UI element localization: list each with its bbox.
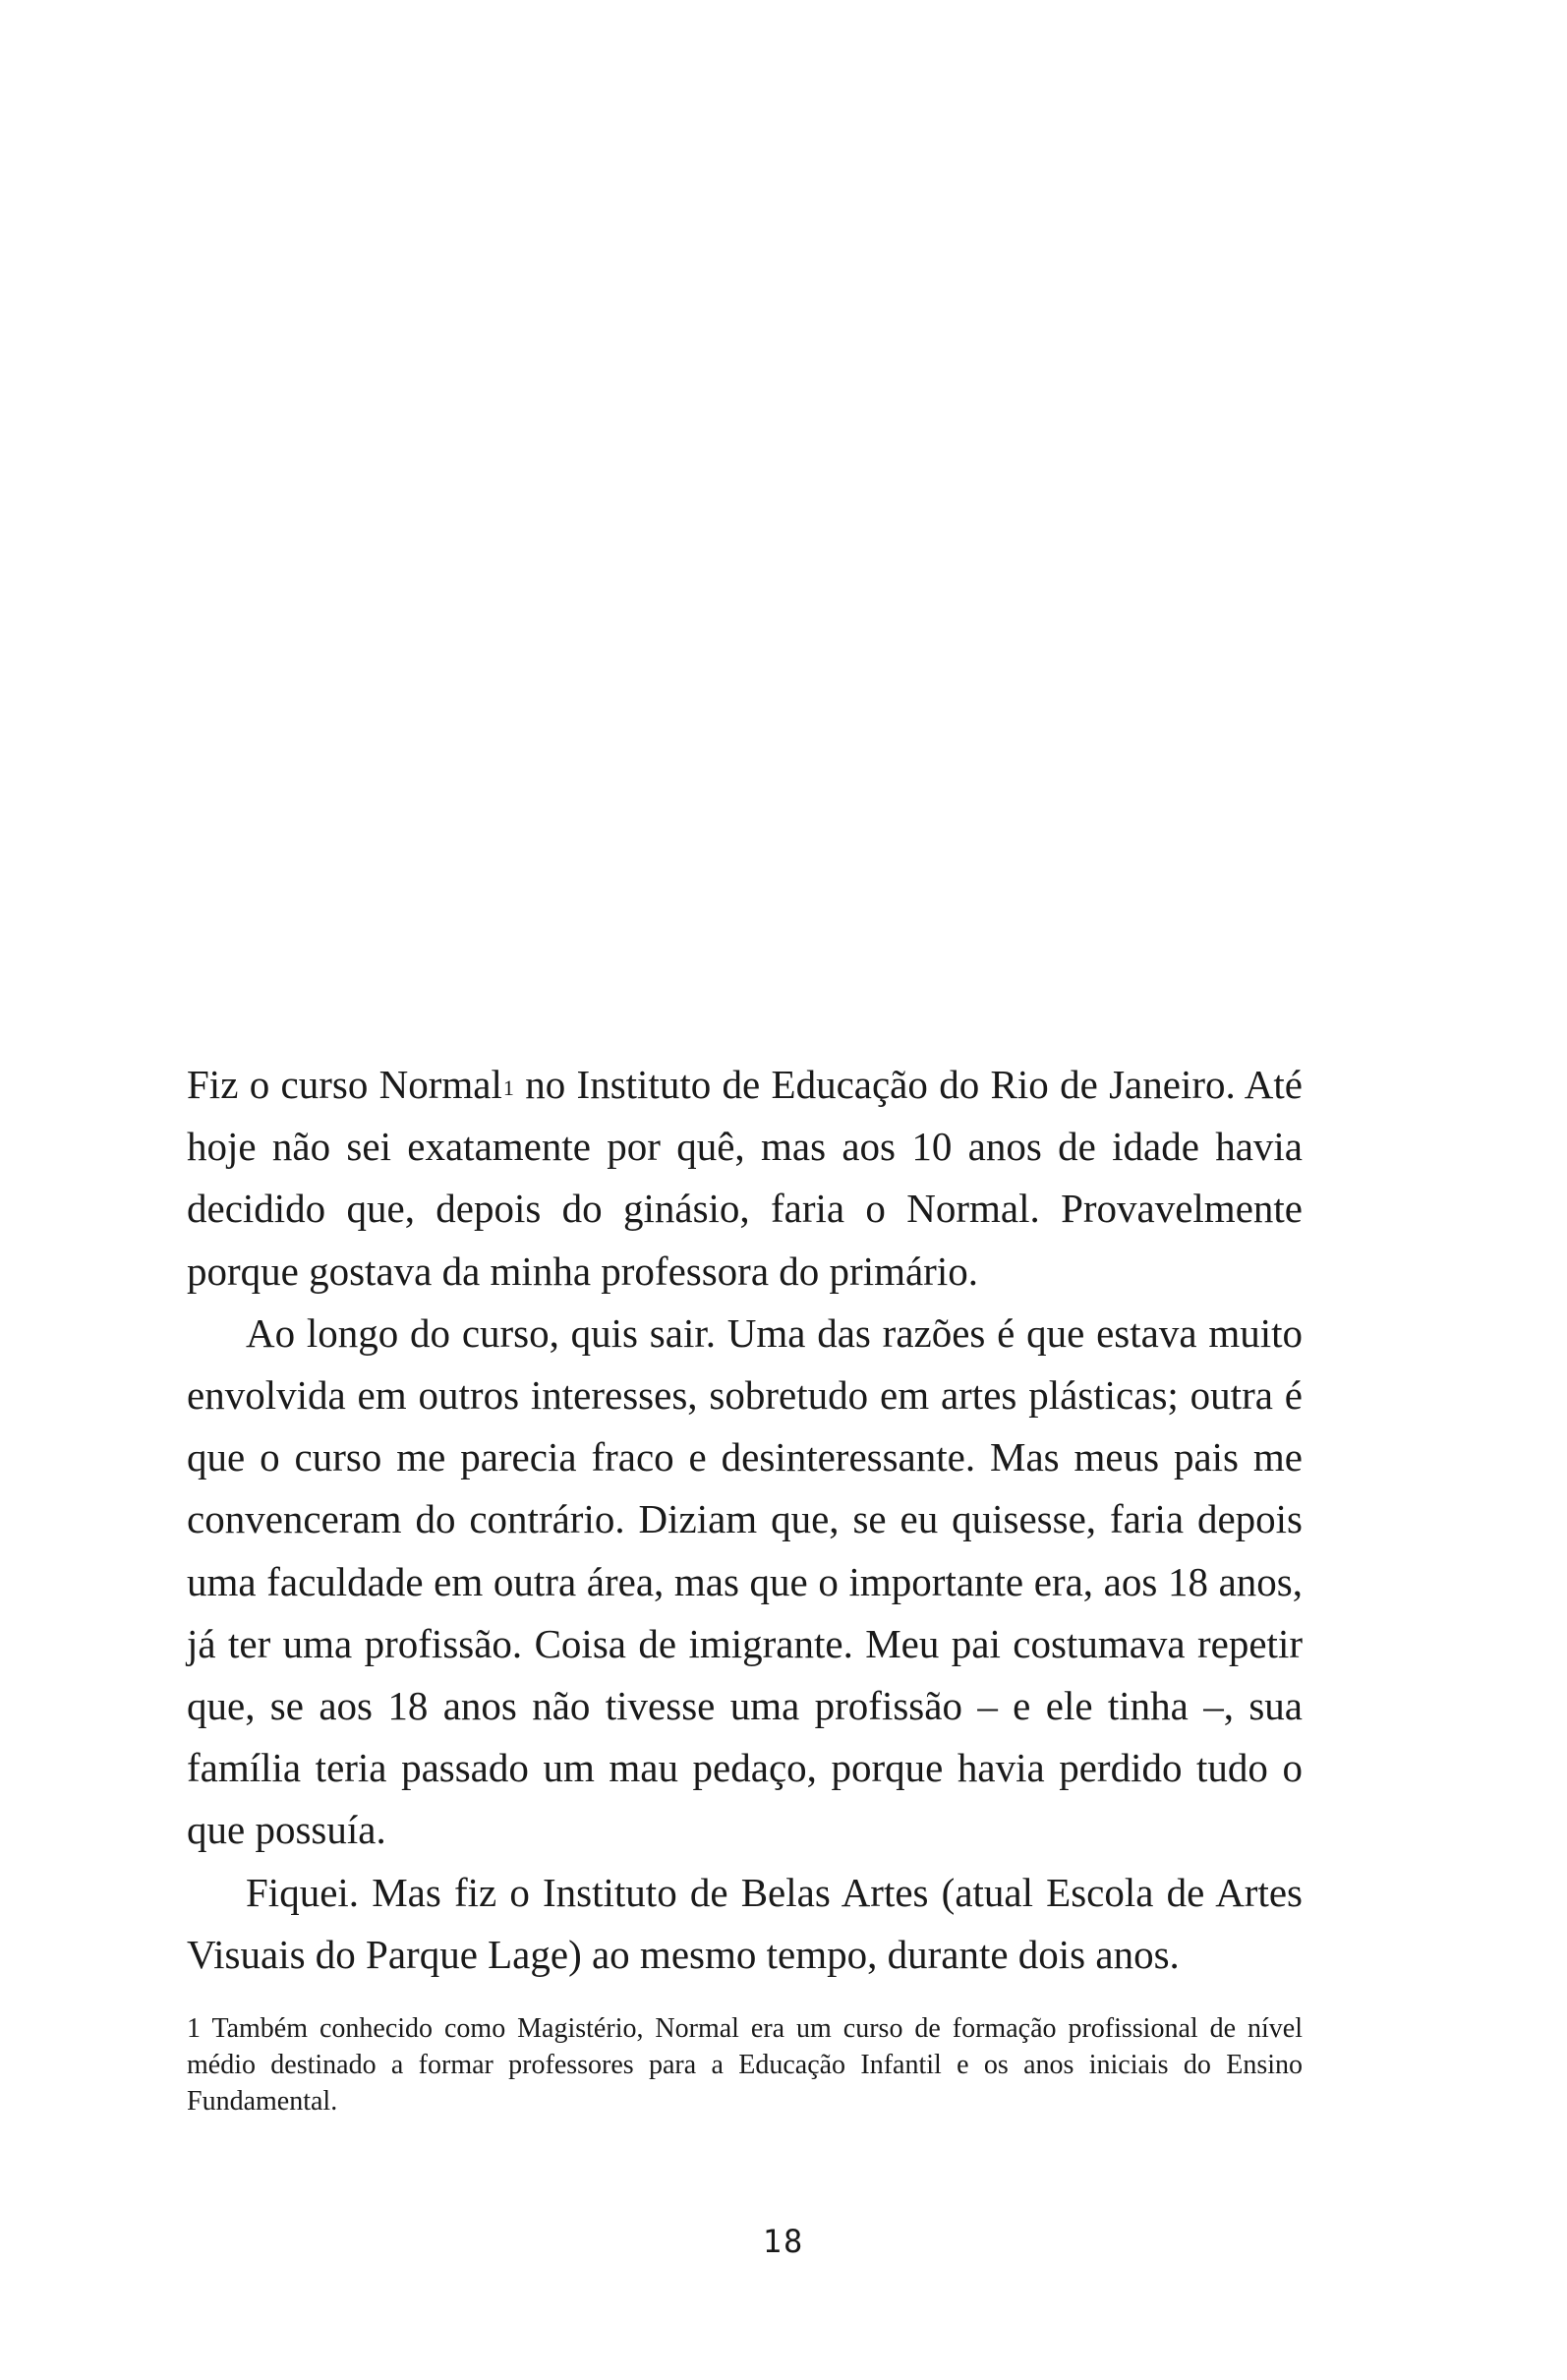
paragraph-1-start: Fiz o curso Normal	[187, 1062, 502, 1107]
paragraph-1	[187, 1054, 1303, 1303]
footnote-reference: 1	[502, 1075, 514, 1100]
footnote: 1 Também conhecido como Magistério, Normal era um curso de formação profissional de nível médio destinado a formar professores para a Educação Infantil e os anos iniciais do Ensino Fundamental.	[187, 2013, 1303, 2117]
page-number: 18	[762, 2223, 805, 2260]
body-text	[187, 1054, 1303, 1986]
paragraph-3: Fiquei. Mas fiz o Instituto de Belas Artes (atual Escola de Artes Visuais do Parque Lage) ao mesmo tempo, durante dois anos.	[187, 1869, 1303, 1977]
paragraph-2: Ao longo do curso, quis sair. Uma das razões é que estava muito envolvida em outros interesses, sobretudo em artes plásticas; outra é que o curso me parecia fraco e desinteressante. Mas meus pais me convenceram do contrário. Diziam que, se eu quisesse, faria depois uma faculdade em outra área, mas que o importante era, aos 18 anos, já ter uma profissão. Coisa de imigrante. Meu pai costumava repetir que, se aos 18 anos não tivesse uma profissão – e ele tinha –, sua família teria passado um mau pedaço, porque havia perdido tudo o que possuía.	[187, 1309, 1303, 1853]
paragraph-1-rest: no Instituto de Educação do Rio de Janeiro. Até hoje não sei exatamente por quê, mas aos 10 anos de idade havia decidido que, depois do ginásio, faria o Normal. Provavelmente porque gostava da minha professora do primário.	[187, 1062, 1303, 1294]
